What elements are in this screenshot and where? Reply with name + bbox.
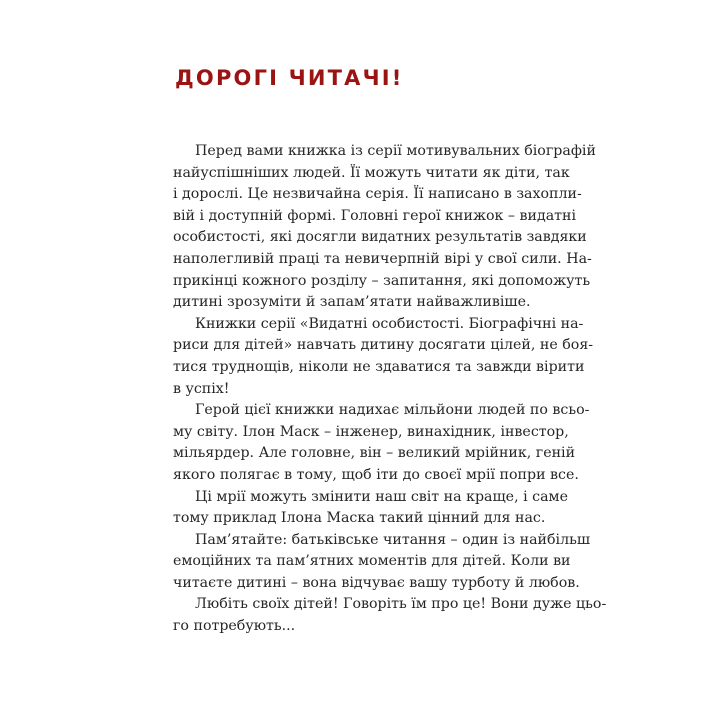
body-text	[173, 141, 607, 638]
text-line: тому приклад Ілона Маска такий цінний для нас.	[173, 510, 546, 527]
text-line: вій і доступній формі. Головні герої книжок – видатні	[173, 207, 577, 224]
text-line: риси для дітей» навчать дитину досягати цілей, не боя-	[173, 337, 594, 354]
text-line: Пам’ятайте: батьківське читання – один із найбільш	[195, 531, 591, 548]
paragraph	[173, 487, 568, 530]
text-line: Книжки серії «Видатні особистості. Біографічні на-	[195, 315, 584, 332]
paragraph	[173, 400, 590, 486]
text-line: особистості, які досягли видатних результатів завдяки	[173, 229, 587, 246]
text-line: мільярдер. Але головне, він – великий мрійник, геній	[173, 445, 576, 462]
text-line: найуспішніших людей. Її можуть читати як діти, так	[173, 164, 570, 181]
text-line: емоційних та пам’ятних моментів для дітей. Коли ви	[173, 553, 571, 570]
text-line: Герой цієї книжки надихає мільйони людей по всьо-	[195, 402, 590, 419]
text-line: му світу. Ілон Маск – інженер, винахідник, інвестор,	[173, 423, 569, 440]
text-line: читаєте дитині – вона відчуває вашу турботу й любов.	[173, 574, 580, 591]
text-line: Любіть своїх дітей! Говоріть їм про це! Вони дуже цьо-	[195, 596, 607, 613]
text-line: Перед вами книжка із серії мотивувальних біографій	[195, 143, 596, 159]
paragraph	[173, 314, 594, 400]
paragraph	[173, 594, 607, 637]
text-line: дитині зрозуміти й запам’ятати найважливіше.	[173, 294, 531, 311]
text-line: і дорослі. Це незвичайна серія. Її написано в захопли-	[173, 186, 582, 203]
text-line: тися труднощів, ніколи не здаватися та завжди вірити	[173, 358, 585, 375]
text-line: в успіх!	[173, 380, 230, 397]
text-line: го потребують...	[173, 618, 296, 635]
text-line: Ці мрії можуть змінити наш світ на краще, і саме	[195, 488, 568, 505]
text-line: наполегливій праці та невичерпній вірі у свої сили. На-	[173, 250, 592, 267]
paragraph	[173, 530, 591, 595]
text-line: якого полягає в тому, щоб іти до своєї мрії попри все.	[173, 466, 579, 483]
paragraph	[173, 141, 596, 314]
page-title: ДОРОГІ ЧИТАЧІ!	[175, 66, 404, 90]
text-line: прикінці кожного розділу – запитання, які допоможуть	[173, 272, 591, 289]
